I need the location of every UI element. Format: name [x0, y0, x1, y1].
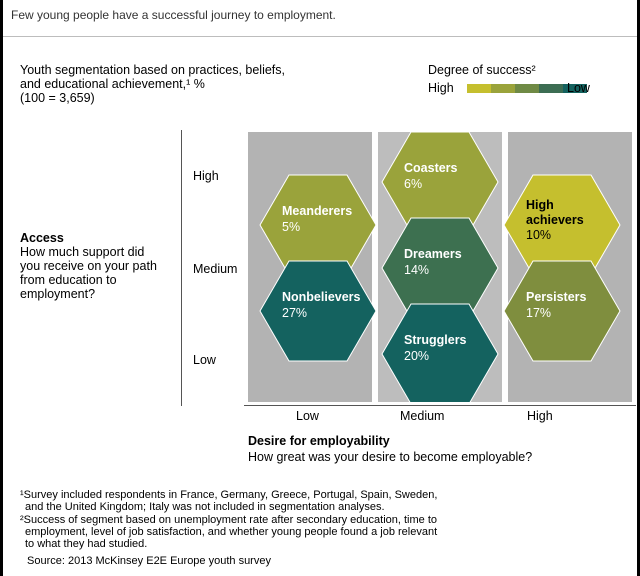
segment-name: High achievers — [526, 198, 584, 227]
footnote-2 — [20, 514, 560, 550]
chart-subtitle — [20, 63, 350, 105]
segment-matrix — [248, 132, 632, 402]
segment-percent: 10% — [526, 228, 552, 242]
legend-high-label: High — [428, 81, 454, 95]
legend-title: Degree of success² — [428, 63, 536, 77]
segment-name: Dreamers — [404, 247, 462, 261]
segment-name: Persisters — [526, 290, 587, 304]
segment-name: Meanderers — [282, 204, 353, 218]
y-axis-question: How much support did you receive on your path from education to employment? — [20, 245, 157, 301]
segment-name: Strugglers — [404, 333, 467, 347]
segment-percent: 5% — [282, 220, 301, 234]
segment-percent: 17% — [526, 306, 552, 320]
footnote-1-line-2: and the United Kingdom; Italy was not included in segmentation analyses. — [25, 501, 385, 513]
subtitle-line-1: Youth segmentation based on practices, beliefs, — [20, 63, 285, 77]
y-axis-line — [181, 130, 182, 406]
subtitle-line-2: and educational achievement,¹ % — [20, 77, 205, 91]
segment-percent: 27% — [282, 306, 308, 320]
y-tick-high: High — [193, 169, 219, 183]
footnote-2-line-1: ²Success of segment based on unemployment rate after secondary education, time to — [20, 514, 438, 526]
x-tick-medium: Medium — [400, 409, 445, 423]
segment-percent: 20% — [404, 349, 430, 363]
legend-swatch — [467, 84, 491, 93]
exhibit-frame — [3, 0, 637, 576]
segment-percent: 14% — [404, 263, 430, 277]
legend-low-label: Low — [567, 81, 590, 95]
exhibit-tagline: Few young people have a successful journey to employment. — [11, 8, 336, 22]
x-axis-line — [244, 405, 636, 406]
footnote-1-line-1: ¹Survey included respondents in France, Germany, Greece, Portugal, Spain, Sweden, — [20, 489, 438, 501]
segment-percent: 6% — [404, 177, 423, 191]
footnote-1 — [20, 489, 560, 513]
legend-swatch — [515, 84, 539, 93]
x-axis-title: Desire for employability — [248, 434, 390, 448]
segment-name: Coasters — [404, 161, 458, 175]
segment-name: Nonbelievers — [282, 290, 361, 304]
x-tick-low: Low — [296, 409, 319, 423]
y-axis-title: Access — [20, 231, 64, 245]
legend-swatch — [491, 84, 515, 93]
footnote-2-line-3: to what they had studied. — [25, 538, 148, 550]
x-tick-high: High — [527, 409, 553, 423]
subtitle-line-3: (100 = 3,659) — [20, 91, 95, 105]
footnote-2-line-2: employment, level of job satisfaction, and whether young people found a job relevant — [25, 526, 438, 538]
legend-swatch — [539, 84, 563, 93]
x-axis-question: How great was your desire to become employable? — [248, 450, 533, 464]
y-tick-medium: Medium — [193, 262, 238, 276]
divider — [3, 36, 637, 37]
y-tick-low: Low — [193, 353, 216, 367]
source-note: Source: 2013 McKinsey E2E Europe youth survey — [27, 555, 271, 567]
